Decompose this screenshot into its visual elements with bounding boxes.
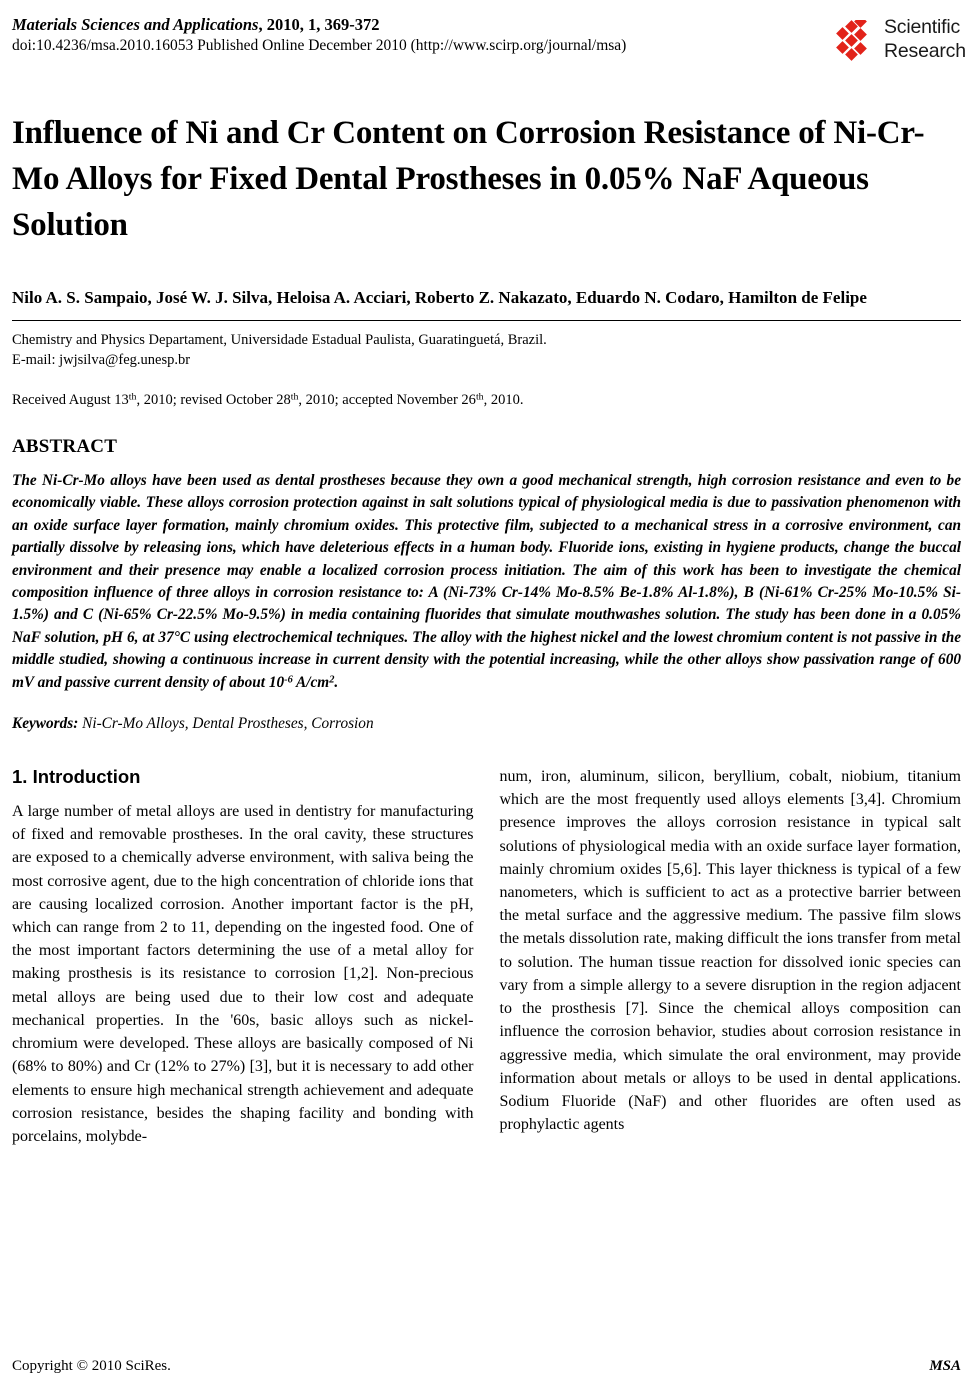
abstract-body bbox=[12, 470, 961, 694]
page-footer bbox=[12, 1358, 961, 1375]
received-label: Received August 13 bbox=[12, 392, 129, 408]
abstract-period: . bbox=[334, 673, 339, 691]
author-affiliation-divider bbox=[12, 320, 961, 321]
revised-year: , 2010; accepted November 26 bbox=[298, 392, 476, 408]
revised-ordinal: th bbox=[290, 391, 299, 403]
submission-dates bbox=[12, 390, 961, 410]
journal-name: Materials Sciences and Applications bbox=[12, 15, 259, 34]
affiliation-block bbox=[12, 330, 961, 370]
doi-line: doi:10.4236/msa.2010.16053 Published Online December 2010 (http://www.scirp.org/journal/msa) bbox=[12, 37, 627, 54]
left-column bbox=[12, 765, 474, 1148]
intro-paragraph-right: num, iron, aluminum, silicon, beryllium, cobalt, niobium, titanium which are the most frequently used alloys elements [3,4]. Chromium presence improves the alloys corrosion resistance in typical salt solutions of physiological media with an oxide surface layer formation, mainly chromium oxides [5,6]. This layer thickness is typical of a few nanometers, which is sufficient to act as a protective barrier between the metal surface and the aggressive medium. The passive film slows the metals dissolution rate, making difficult the ions transfer from metal to solution. The human tissue reaction for dissolved ionic species can vary from a simple allergy to a severe disruption in the region adjacent to the prosthesis [7]. Since the chemical alloys composition can influence the corrosion behavior, studies about corrosion resistance in aggressive media, which simulate the oral environment, may provide information about metals or alloys to be used in dental applications. Sodium Fluoride (NaF) and other fluorides are often used as prophylactic agents bbox=[499, 768, 961, 1134]
keywords-value: Ni-Cr-Mo Alloys, Dental Prostheses, Corrosion bbox=[78, 715, 374, 733]
abstract-text: The Ni-Cr-Mo alloys have been used as dental prostheses because they own a good mechanical strength, high corrosion resistance and even to be economically viable. These alloys corrosion protection against in salt solutions typical of physiological media is due to passivation phenomenon with an oxide surface layer formation, mainly chromium oxides. This protective film, subjected to a mechanical stress in a corrosive environment, can partially dissolve by releasing ions, which have deleterious effects in a human body. Fluoride ions, existing in hygiene products, change the buccal environment and their presence may enable a localized corrosion process initiation. The aim of this work has been to investigate the chemical composition influence of three alloys in corrosion resistance to: A (Ni-73% Cr-14% Mo-8.5% Be-1.8% Al-1.8%), B (Ni-61% Cr-25% Mo-10.5% Si-1.5%) and C (Ni-65% Cr-22.5% Mo-9.5%) in media containing fluorides that simulate mouthwashes solution. The study has been done in a 0.05% NaF solution, pH 6, at 37°C using electrochemical techniques. The alloy with the highest nickel and the lowest chromium content is not passive in the middle studied, showing a continuous increase in current density with the potential increasing, while the other alloys show passivation range of 600 mV and passive current density of about 10 bbox=[12, 472, 961, 691]
logo-word-scientific: Scientific bbox=[884, 16, 961, 38]
publisher-logo bbox=[828, 15, 966, 67]
logo-word-research: Research bbox=[884, 40, 966, 62]
journal-citation-line bbox=[12, 14, 832, 35]
author-list: Nilo A. S. Sampaio, José W. J. Silva, Heloisa A. Acciari, Roberto Z. Nakazato, Eduardo N. Codaro, Hamilton de Felipe bbox=[12, 288, 867, 307]
section-heading-introduction: 1. Introduction bbox=[12, 766, 141, 788]
accepted-year: , 2010. bbox=[483, 392, 524, 408]
right-column bbox=[500, 765, 962, 1148]
abstract-unit: A/cm bbox=[292, 673, 330, 691]
diamond-cluster-icon bbox=[836, 20, 880, 62]
abstract-exponent-two: 2 bbox=[329, 673, 335, 685]
received-year: , 2010; revised October 28 bbox=[136, 392, 291, 408]
page-header bbox=[12, 14, 966, 72]
abstract-heading: ABSTRACT bbox=[12, 436, 118, 457]
accepted-ordinal: th bbox=[475, 391, 484, 403]
page-title: Influence of Ni and Cr Content on Corrosion Resistance of Ni-Cr-Mo Alloys for Fixed Dental Prostheses in 0.05% NaF Aqueous Solution bbox=[12, 115, 925, 243]
journal-abbreviation: MSA bbox=[929, 1358, 961, 1374]
logo-wordmark bbox=[884, 15, 966, 63]
copyright-notice: Copyright © 2010 SciRes. bbox=[12, 1358, 171, 1374]
keywords-label: Keywords: bbox=[12, 715, 79, 733]
journal-issue: , 2010, 1, 369-372 bbox=[258, 15, 380, 34]
keywords-line bbox=[12, 713, 961, 735]
intro-paragraph-left: A large number of metal alloys are used in dentistry for manufacturing of fixed and removable prostheses. In the oral cavity, these structures are exposed to a chemically adverse environment, with saliva being the most corrosive agent, due to the high concentration of chloride ions that are causing localized corrosion. Another important factor is the pH, which can range from 2 to 11, depending on the ingested food. One of the most important factors determining the use of a metal alloy for making prosthesis is its resistance to corrosion [1,2]. Non-precious metal alloys are being used due to their low cost and adequate mechanical properties. In the '60s, basic alloys such as nickel-chromium were developed. These alloys are basically composed of Ni (68% to 80%) and Cr (12% to 27%) [3], but it is necessary to add other elements to ensure high mechanical strength achievement and adequate corrosion resistance, besides the shaping facility and bonding with porcelains, molybde- bbox=[12, 803, 474, 1145]
received-ordinal: th bbox=[128, 391, 137, 403]
header-text-block bbox=[12, 14, 832, 56]
abstract-exponent-minus-six: -6 bbox=[284, 673, 293, 685]
body-columns bbox=[12, 765, 961, 1148]
affiliation-line: Chemistry and Physics Departament, Universidade Estadual Paulista, Guaratinguetá, Brazil. bbox=[12, 332, 547, 348]
email-line: E-mail: jwjsilva@feg.unesp.br bbox=[12, 352, 191, 368]
